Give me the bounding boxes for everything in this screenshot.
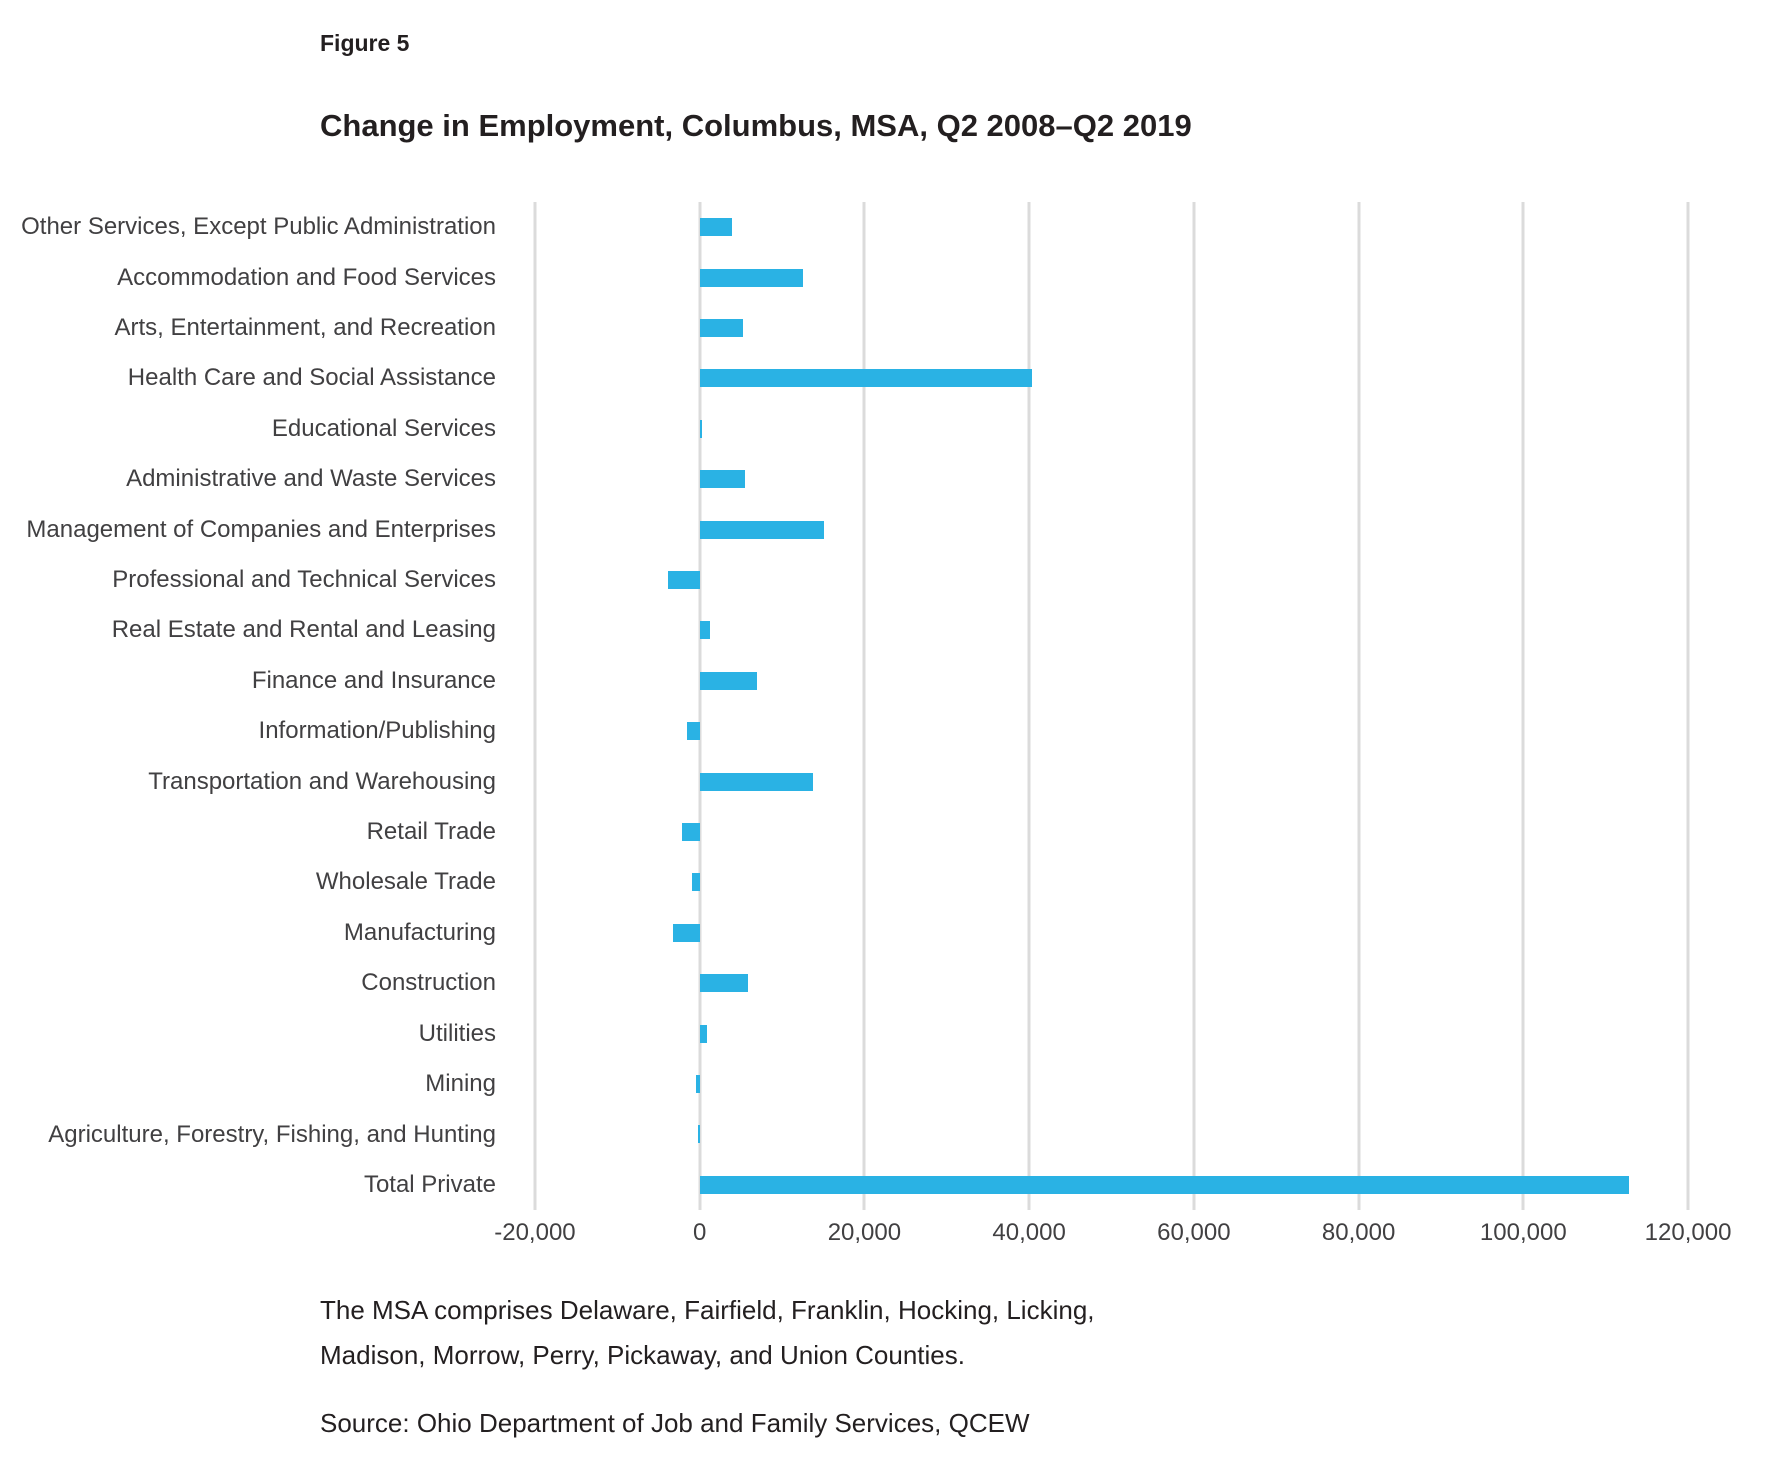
gridline [1687,202,1690,1210]
x-tick-label: 120,000 [1644,1219,1732,1246]
bar [668,571,699,589]
category-label: Other Services, Except Public Administration [21,213,496,241]
page-title: Change in Employment, Columbus, MSA, Q2 2008–Q2 2019 [320,108,1192,143]
gridline [1028,202,1031,1210]
category-label: Accommodation and Food Services [117,263,496,291]
source-note: Source: Ohio Department of Job and Family Services, QCEW [320,1408,1030,1438]
category-label: Management of Companies and Enterprises [26,515,496,543]
category-label: Transportation and Warehousing [148,767,496,795]
bar [682,823,700,841]
msa-note-line1: The MSA comprises Delaware, Fairfield, Franklin, Hocking, Licking, [320,1295,1095,1325]
gridline [1192,202,1195,1210]
bar [700,1176,1629,1194]
bar [696,1075,700,1093]
category-label: Arts, Entertainment, and Recreation [114,314,496,342]
x-tick-label: 40,000 [992,1219,1066,1246]
category-label: Information/Publishing [258,717,496,745]
category-label: Health Care and Social Assistance [127,364,496,392]
category-label: Finance and Insurance [251,666,496,694]
x-tick-label: 80,000 [1321,1219,1396,1246]
bar [700,369,1033,387]
gridline [533,202,536,1210]
category-label: Educational Services [271,414,496,442]
bar [700,269,804,287]
msa-note [320,1288,1095,1378]
x-tick-label: -20,000 [494,1219,576,1246]
gridline [863,202,866,1210]
bar [687,722,699,740]
category-label: Administrative and Waste Services [126,465,496,493]
x-tick-label: 60,000 [1157,1219,1231,1246]
gridline [698,202,701,1210]
x-tick-label: 0 [692,1219,707,1246]
bar [692,873,699,891]
chart-area [502,202,1721,1210]
category-label: Professional and Technical Services [112,566,496,594]
category-label: Construction [361,969,496,997]
bar [698,1125,700,1143]
bar [700,319,743,337]
category-label: Manufacturing [343,918,496,946]
category-label: Mining [425,1070,496,1098]
msa-note-line2: Madison, Morrow, Perry, Pickaway, and Union Counties. [320,1340,965,1370]
bar [700,773,814,791]
category-label: Total Private [363,1170,496,1198]
bar [700,420,702,438]
category-label: Wholesale Trade [315,868,496,896]
x-tick-label: 100,000 [1479,1219,1567,1246]
category-labels [0,202,496,1210]
bar [700,672,757,690]
x-tick-label: 20,000 [827,1219,902,1246]
bar [700,218,732,236]
category-label: Utilities [418,1019,496,1047]
bar [700,621,711,639]
bar [700,470,745,488]
category-label: Agriculture, Forestry, Fishing, and Hunting [48,1120,496,1148]
bar [700,974,749,992]
x-axis [494,1219,1732,1251]
gridline [1357,202,1360,1210]
category-label: Retail Trade [366,818,496,846]
bar [700,521,824,539]
category-label: Real Estate and Rental and Leasing [111,616,496,644]
gridline [1522,202,1525,1210]
figure-label: Figure 5 [320,30,410,56]
bar [673,924,699,942]
bar [700,1025,707,1043]
